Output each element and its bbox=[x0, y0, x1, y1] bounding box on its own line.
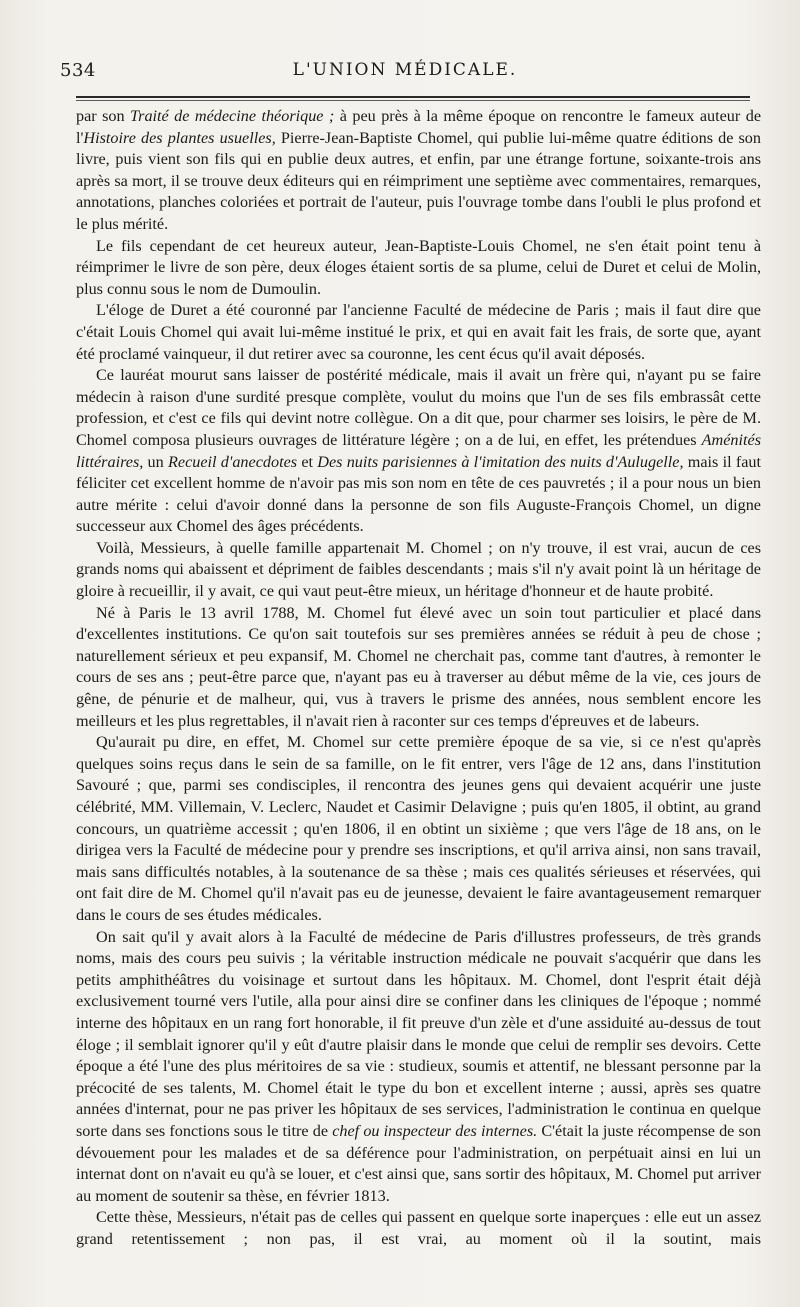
text-run: Le fils cependant de cet heureux auteur, Jean-Baptiste-Louis Chomel, ne s'en était point tenu à réimprimer le livre de son père, deux éloges étaient sortis de sa plume, celui de Duret et celui de Molin, plus connu sous le nom de Dumoulin. bbox=[76, 236, 761, 298]
paragraph bbox=[76, 538, 761, 603]
paragraph bbox=[76, 603, 761, 733]
text-run: L'éloge de Duret a été couronné par l'ancienne Faculté de médecine de Paris ; mais il faut dire que c'était Louis Chomel qui avait lui-même institué le prix, et qui en avait fait les frais, de sorte que, ayant été proclamé vainqueur, il dut retirer avec sa couronne, les cent écus qu'il avait déposés. bbox=[76, 301, 761, 363]
text-run: Ce lauréat mourut sans laisser de postérité médicale, mais il avait un frère qui, n'ayant pu se faire médecin à raison d'une surdité presque complète, voulut du moins que l'un de ses fils embrassât cette profession, et c'est ce fils qui devint notre collègue. On a dit que, pour charmer ses loisirs, le père de M. Chomel composa plusieurs ouvrages de littérature légère ; on a de lui, en effet, les prétendues bbox=[76, 366, 761, 449]
running-head: L'UNION MÉDICALE. bbox=[292, 60, 518, 80]
paragraph bbox=[76, 1207, 761, 1250]
header-rule bbox=[76, 96, 750, 98]
text-run: On sait qu'il y avait alors à la Faculté de médecine de Paris d'illustres professeurs, de très grands noms, mais des cours peu suivis ; la véritable instruction médicale ne pouvait s'acquérir que dans les petits amphithéâtres du voisinage et surtout dans les hôpitaux. M. Chomel, dont l'esprit était déjà exclusivement tourné vers l'utile, alla pour ainsi dire se confiner dans les cliniques de l'époque ; nommé interne des hôpitaux en un rang fort honorable, il fit preuve d'un zèle et d'une assiduité au-dessus de tout éloge ; il semblait ignorer qu'il y eût d'autre plaisir dans le monde que celui de remplir ses devoirs. Cette époque a été l'une des plus méritoires de sa vie : studieux, soumis et attentif, ne blessant personne par la précocité de ses talents, M. Chomel était le type du bon et excellent interne ; aussi, après ses quatre années d'internat, pour ne pas priver les hôpitaux de ses services, l'administration le continua en quelque sorte dans ses fonctions sous le titre de bbox=[76, 927, 761, 1140]
italic-title: Aménités littéraires, bbox=[76, 430, 761, 471]
text-run: et bbox=[297, 452, 318, 471]
italic-title: Traité de médecine théorique ; bbox=[130, 107, 335, 125]
paragraph bbox=[76, 732, 761, 926]
paragraph bbox=[76, 106, 761, 236]
paragraph bbox=[76, 236, 761, 301]
text-run: à peu près à la même époque on rencontre le fameux auteur de l' bbox=[76, 107, 762, 147]
page-number: 534 bbox=[60, 60, 96, 81]
text-run: Qu'aurait pu dire, en effet, M. Chomel sur cette première époque de sa vie, si ce n'est qu'après quelques soins reçus dans le sein de sa famille, on le fit entrer, vers l'âge de 12 ans, dans l'institution Savouré ; que, parmi ses condisciples, il rencontra des jeunes gens qui devaient acquérir une juste célébrité, MM. Villemain, V. Leclerc, Naudet et Casimir Delavigne ; puis qu'en 1805, il obtint, au grand concours, un quatrième accessit ; qu'en 1806, il en obtint un sixième ; que vers l'âge de 18 ans, on le dirigea vers la Faculté de médecine pour y prendre ses inscriptions, et qu'il arriva ainsi, non sans travail, mais sans difficultés notables, à la soutenance de sa thèse ; mais ces qualités sérieuses et réservées, qui ont fait dire de M. Chomel qu'il n'avait pas eu de jeunesse, devaient le faire avantageusement remarquer dans le cours de ses études médicales. bbox=[76, 733, 761, 924]
text-run: Voilà, Messieurs, à quelle famille appartenait M. Chomel ; on n'y trouve, il est vrai, aucun de ces grands noms qui abaissent et dépriment de faibles descendants ; mais s'il n'y avait point là un héritage de gloire à recueillir, il y avait, ce qui vaut peut-être mieux, un héritage d'honneur et de haute probité. bbox=[76, 538, 761, 601]
article-body bbox=[76, 106, 761, 1250]
text-run: un bbox=[143, 452, 168, 471]
italic-title: Histoire des plantes usuelles, bbox=[83, 128, 276, 147]
italic-title: Des nuits parisiennes à l'imitation des nuits d'Aulugelle, bbox=[317, 452, 684, 471]
text-run: Cette thèse, Messieurs, n'était pas de celles qui passent en quelque sorte inaperçues : elle eut un assez grand retentissement ; non pas, il est vrai, au moment où il la soutint, mais bbox=[76, 1208, 761, 1248]
italic-title: Recueil d'anecdotes bbox=[168, 452, 298, 471]
text-run: mais il faut féliciter cet excellent homme de n'avoir pas mis son nom en tête de ces pauvretés ; il a pour nous un bien autre mérite : celui d'avoir donné dans la personne de son fils Auguste-François Chomel, un digne successeur aux Chomel des âges précédents. bbox=[76, 452, 762, 536]
page-header bbox=[60, 60, 750, 90]
italic-title: chef ou inspecteur des internes. bbox=[332, 1121, 538, 1140]
text-run: Né à Paris le 13 avril 1788, M. Chomel fut élevé avec un soin tout particulier et placé dans d'excellentes institutions. Ce qu'on sait toutefois sur ses premières années se réduit à peu de chose ; naturellement sérieux et peu expansif, M. Chomel ne cherchait pas, comme tant d'autres, à remonter le cours de ses ans ; peut-être parce que, n'ayant pas eu à traverser au début même de la vie, ces jours de gêne, de pénurie et de malheur, qui, vus à travers le prisme des années, nous semblent encore les meilleurs et les plus regrettables, il n'avait rien à raconter sur ces temps d'épreuves et de labeurs. bbox=[76, 603, 761, 730]
paragraph bbox=[76, 300, 761, 365]
paragraph bbox=[76, 365, 761, 538]
text-run: C'était la juste récompense de son dévouement pour les malades et de sa déférence pour l'administration, on perpétuait ainsi en lui un internat dont on n'avait eu qu'à se louer, et c'est ainsi que, sans sortir des hôpitaux, M. Chomel put arriver au moment de soutenir sa thèse, en février 1813. bbox=[76, 1121, 762, 1205]
paragraph bbox=[76, 927, 761, 1208]
text-run: par son bbox=[76, 107, 131, 125]
header-rule-thin bbox=[76, 100, 750, 101]
text-run: Pierre-Jean-Baptiste Chomel, qui publie lui-même quatre éditions de son livre, puis vient son fils qui en publie deux autres, et enfin, par une étrange fortune, soixante-trois ans après sa mort, il se trouve deux éditeurs qui en réimpriment une septième avec commentaires, remarques, annotations, planches coloriées et portrait de l'auteur, puis l'ouvrage tombe dans l'oubli le plus profond et le plus mérité. bbox=[76, 128, 761, 233]
